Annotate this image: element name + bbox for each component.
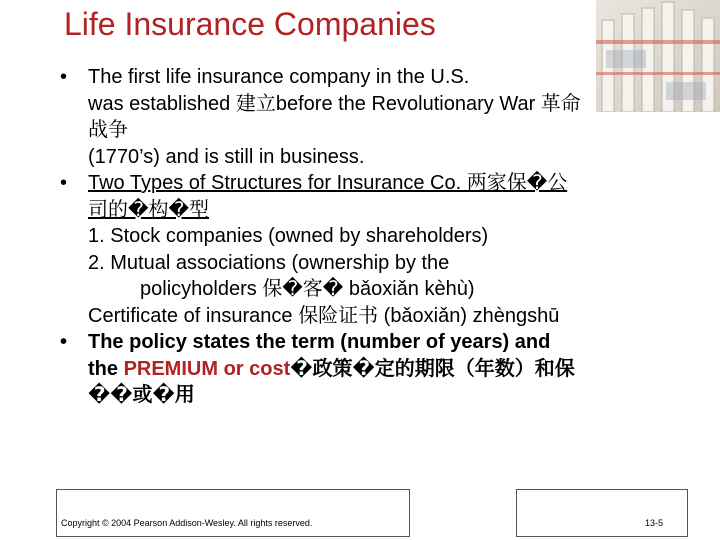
bullet-line: The first life insurance company in the U.S. bbox=[88, 66, 470, 88]
bullet-line-premium bbox=[88, 356, 700, 383]
structure-item-mutual-cont: policyholders 保�客� bǎoxiǎn kèhù) bbox=[140, 278, 475, 300]
structure-item-mutual: 2. Mutual associations (ownership by the bbox=[88, 251, 450, 274]
certificate-line: Certificate of insurance 保险证书 (bǎoxiǎn) zhèngshū bbox=[88, 304, 560, 327]
bullet-structures bbox=[60, 170, 700, 329]
premium-highlight: PREMIUM or cost bbox=[123, 357, 291, 380]
slide-title: Life Insurance Companies bbox=[64, 6, 436, 42]
structure-item-stock: 1. Stock companies (owned by shareholders) bbox=[88, 225, 489, 247]
bullet-marker: • bbox=[60, 172, 68, 194]
text-segment: the bbox=[88, 357, 124, 380]
bullet-line: (1770’s) and is still in business. bbox=[88, 145, 365, 168]
bullet-marker: • bbox=[60, 66, 68, 88]
text-segment: �政策�定的期限（年数）和保 bbox=[290, 357, 575, 380]
copyright-text: Copyright © 2004 Pearson Addison-Wesley. All rights reserved. bbox=[61, 518, 313, 528]
bullet-line: was established 建立before the Revolutionary War 革命 bbox=[88, 92, 581, 115]
page-number: 13-5 bbox=[644, 518, 663, 528]
structures-heading-line: Two Types of Structures for Insurance Co. 两家保�公 bbox=[88, 172, 568, 194]
bullet-line: 战争 bbox=[88, 119, 128, 141]
bullet-marker: • bbox=[60, 331, 68, 353]
structures-heading-line: 司的�构�型 bbox=[88, 198, 210, 221]
bullet-line: ��或�用 bbox=[88, 384, 195, 406]
footer-copyright-box bbox=[56, 489, 410, 537]
footer-page-box bbox=[516, 489, 688, 537]
bullet-line: The policy states the term (number of years) and bbox=[88, 331, 551, 353]
bullet-first-company bbox=[60, 64, 700, 170]
slide-body bbox=[60, 64, 700, 409]
bullet-policy-term bbox=[60, 329, 700, 409]
